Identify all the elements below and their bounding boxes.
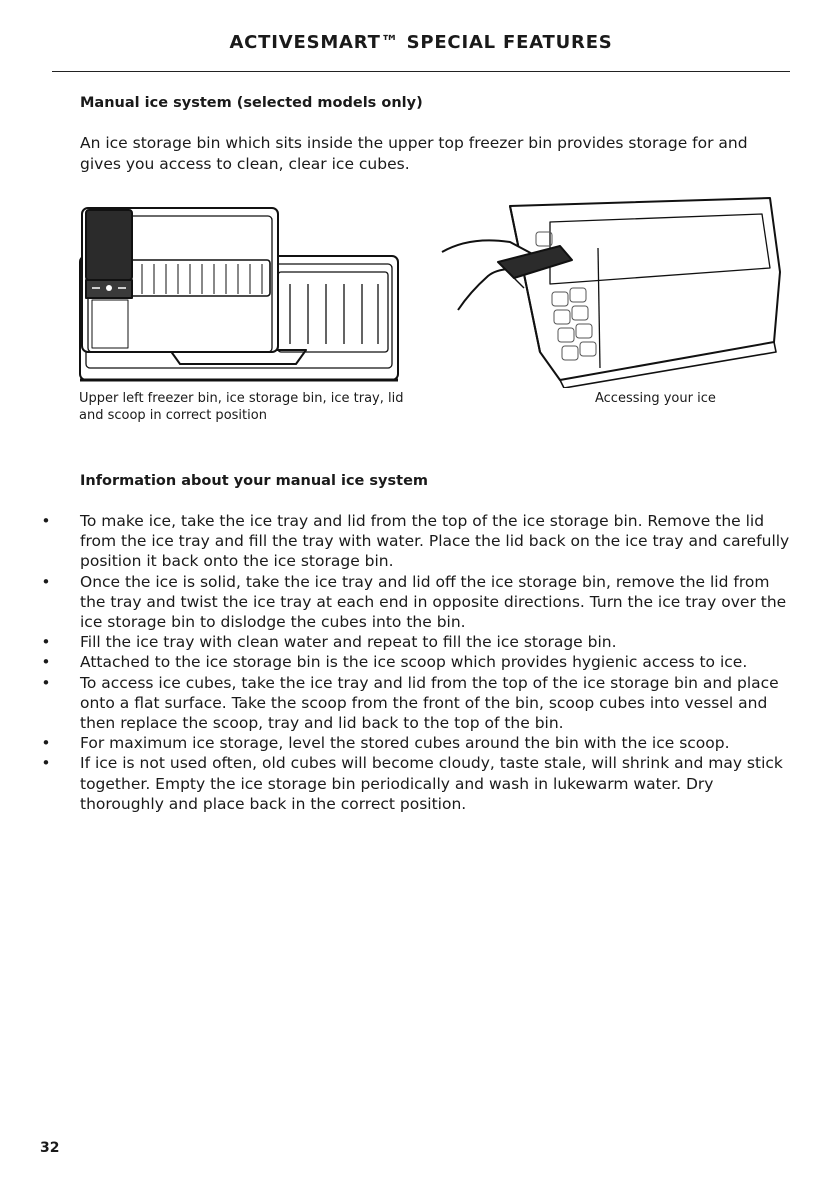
intro-paragraph: An ice storage bin which sits inside the upper top freezer bin provides storage for and gives you access to clean, clear ice cubes. [80, 134, 748, 173]
bullet-marker: • [41, 754, 51, 773]
information-bullet-list [41, 511, 792, 814]
list-item [41, 632, 792, 652]
header-title: ACTIVESMART™ SPECIAL FEATURES [229, 32, 613, 53]
bullet-text: To make ice, take the ice tray and lid from the top of the ice storage bin. Remove the lid from the ice tray and fill the tray with water. Place the lid back on the ice tray and carefully position it back onto the ice storage bin. [80, 512, 790, 571]
list-item [41, 673, 792, 734]
page-number: 32 [40, 1140, 60, 1156]
list-item [41, 753, 792, 814]
bullet-marker: • [41, 572, 51, 591]
list-item [41, 511, 792, 572]
bullet-text: To access ice cubes, take the ice tray and lid from the top of the ice storage bin and place onto a flat surface. Take the scoop from the front of the bin, scoop cubes into vessel and then replace the scoop, tray and lid back to the top of the bin. [80, 673, 779, 733]
list-item [41, 572, 792, 633]
list-item [41, 733, 792, 753]
freezer-bin-illustration [78, 204, 402, 384]
bullet-marker: • [41, 512, 51, 530]
bullet-text: Attached to the ice storage bin is the ice scoop which provides hygienic access to ice. [80, 653, 748, 672]
bullet-text: For maximum ice storage, level the stored cubes around the bin with the ice scoop. [80, 734, 730, 753]
bullet-marker: • [41, 653, 51, 672]
bullet-text: Once the ice is solid, take the ice tray and lid off the ice storage bin, remove the lid from the tray and twist the ice tray at each end in opposite directions. Turn the ice tray over the ice storage bin to dislodge the cubes into the bin. [80, 572, 787, 632]
figure-caption-freezer-bin: Upper left freezer bin, ice storage bin, ice tray, lid and scoop in correct position [79, 391, 404, 423]
figure-caption-accessing-ice: Accessing your ice [595, 391, 716, 406]
bullet-marker: • [41, 633, 51, 652]
section-heading-manual-ice: Manual ice system (selected models only) [80, 95, 423, 111]
list-item [41, 652, 792, 672]
bullet-marker: • [41, 734, 51, 753]
bullet-text: If ice is not used often, old cubes will become cloudy, taste stale, will shrink and may stick together. Empty the ice storage bin periodically and wash in lukewarm water. Dry thoroughly and place back in the correct position. [80, 754, 783, 813]
section-heading-information: Information about your manual ice system [80, 473, 429, 489]
page-header [52, 28, 790, 72]
bullet-text: Fill the ice tray with clean water and repeat to fill the ice storage bin. [80, 633, 617, 652]
bullet-marker: • [41, 673, 51, 692]
ice-access-illustration [440, 192, 782, 388]
